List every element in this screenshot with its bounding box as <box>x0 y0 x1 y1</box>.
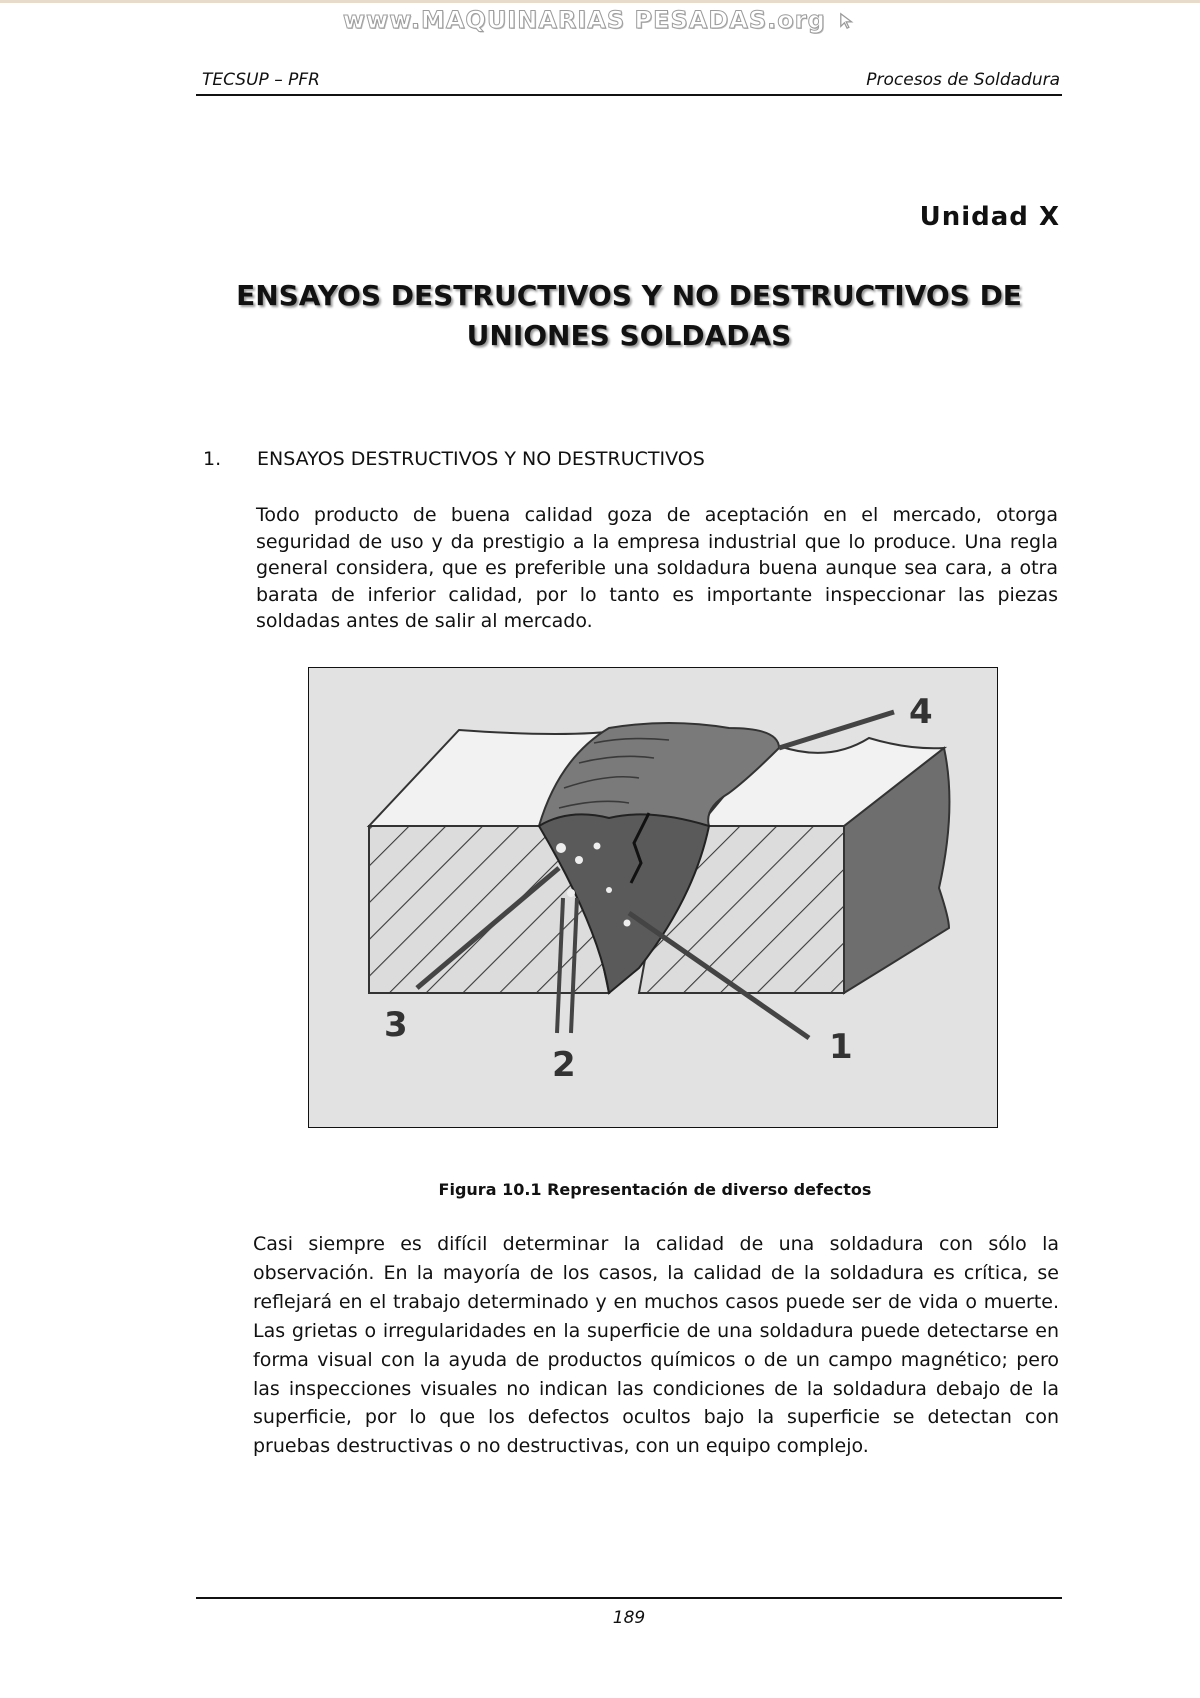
page-number: 189 <box>612 1608 646 1628</box>
paragraph-1: Todo producto de buena calidad goza de aceptación en el mercado, otorga seguridad de uso y da prestigio a la empresa industrial que lo produce. Una regla general considera, que es preferible una soldadura buena aunque sea cara, a otra barata de inferior calidad, por lo tanto es importante inspeccionar las piezas soldadas antes de salir al mercado. <box>256 504 1058 632</box>
footer-rule <box>196 1597 1062 1599</box>
unit-label: Unidad X <box>919 202 1060 232</box>
figure-label-2: 2 <box>552 1045 576 1085</box>
top-border <box>0 0 1200 3</box>
pore <box>575 856 583 864</box>
watermark <box>0 6 1200 34</box>
pore <box>567 889 575 897</box>
title-line-1: ENSAYOS DESTRUCTIVOS Y NO DESTRUCTIVOS DE <box>236 279 1022 312</box>
pore <box>556 843 566 853</box>
cursor-icon <box>839 12 857 30</box>
running-header <box>196 66 1062 96</box>
figure-caption: Figura 10.1 Representación de diverso defectos <box>438 1180 872 1199</box>
section-number: 1. <box>203 448 222 470</box>
watermark-text: www.MAQUINARIAS PESADAS.org <box>342 6 826 34</box>
weld-defects-illustration <box>309 668 996 1126</box>
page-title <box>196 276 1062 356</box>
pore <box>624 920 631 927</box>
figure-weld-defects <box>308 667 998 1128</box>
figure-label-1: 1 <box>829 1027 853 1067</box>
header-right: Procesos de Soldadura <box>866 70 1060 90</box>
figure-label-3: 3 <box>384 1005 408 1045</box>
figure-label-4: 4 <box>909 692 933 732</box>
header-left: TECSUP – PFR <box>202 70 320 90</box>
pore <box>606 887 612 893</box>
title-line-2: UNIONES SOLDADAS <box>466 319 792 352</box>
paragraph-2: Casi siempre es difícil determinar la calidad de una soldadura con sólo la observación. En la mayoría de los casos, la calidad de la soldadura es crítica, se reflejará en el trabajo determinado y en muchos casos puede ser de vida o muerte. Las grietas o irregularidades en la superficie de una soldadura puede detectarse en forma visual con la ayuda de productos químicos o de un campo magnético; pero las inspecciones visuales no indican las condiciones de la soldadura debajo de la superficie, por lo que los defectos ocultos bajo la superficie se detectan con pruebas destructivas o no destructivas, con un equipo complejo. <box>253 1233 1059 1458</box>
section-title: ENSAYOS DESTRUCTIVOS Y NO DESTRUCTIVOS <box>257 448 705 470</box>
pore <box>594 843 601 850</box>
